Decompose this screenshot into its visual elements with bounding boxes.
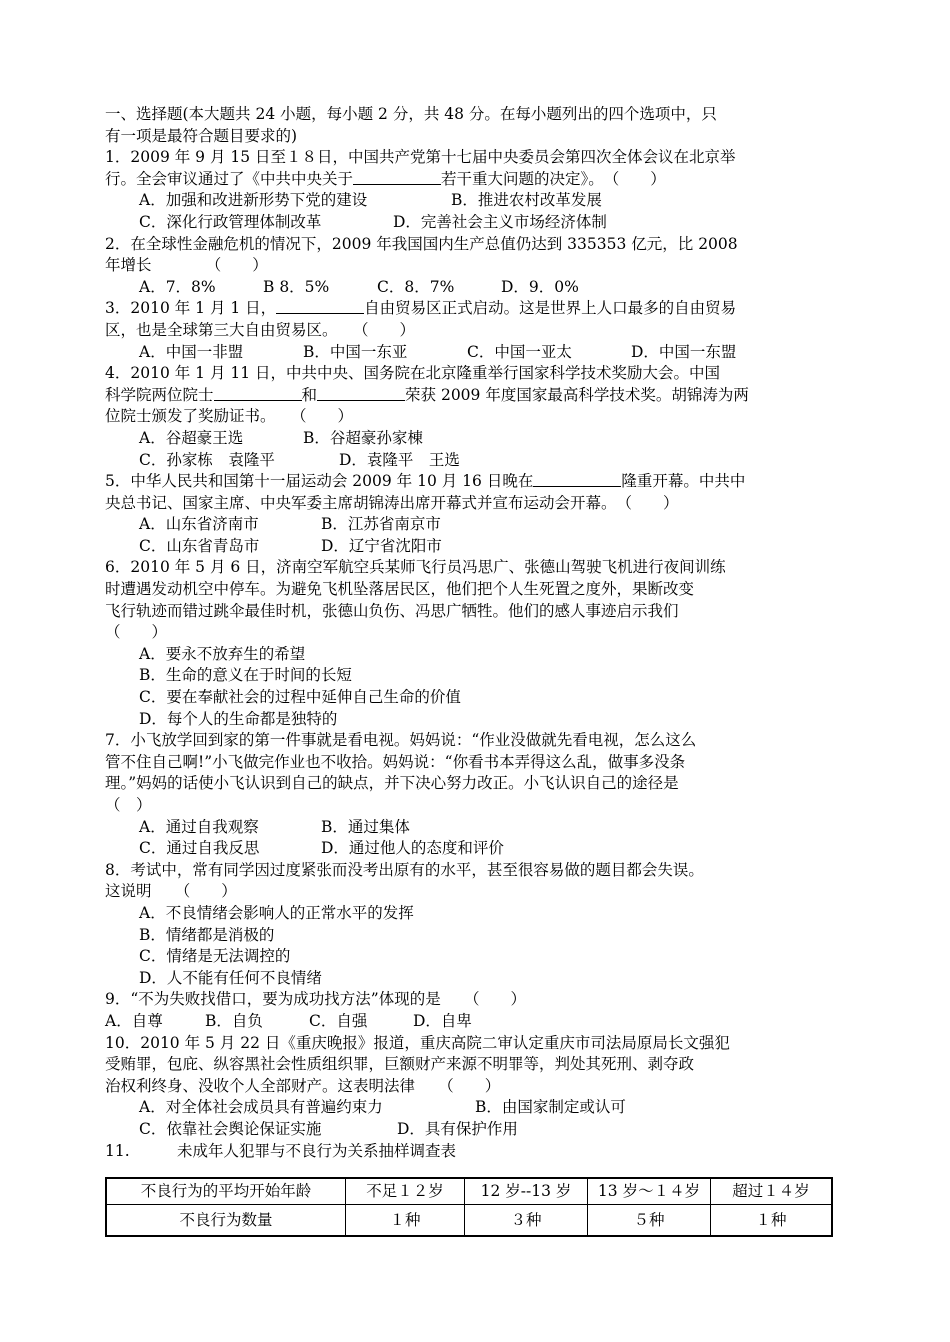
section-header: 一、选择题(本大题共 24 小题，每小题 2 分，共 48 分。在每小题列出的四个选项中，只 — [105, 105, 717, 123]
q2-stem: 2．在全球性金融危机的情况下，2009 年我国国内生产总值仍达到 335353 亿元，比 2008 — [105, 234, 738, 253]
q2-option-b: B 8．5% — [263, 277, 330, 296]
q4-stem-cont-2: 位院士颁发了奖励证书。 （ ） — [105, 407, 354, 426]
q10-option-b: B．由国家制定或认可 — [475, 1098, 626, 1117]
q10-options-ab — [105, 1097, 850, 1119]
q3-blank — [276, 298, 364, 314]
survey-data-row — [106, 1205, 832, 1237]
q11-table-title: 未成年人犯罪与不良行为关系抽样调查表 — [177, 1141, 457, 1160]
survey-header-cell: 13 岁～１４岁 — [588, 1178, 711, 1205]
q6-stem-cont: 时遭遇发动机空中停车。为避免飞机坠落居民区，他们把个人生死置之度外，果断改变 — [105, 580, 695, 599]
q1-option-c: C．深化行政管理体制改革 — [139, 212, 322, 231]
q2-option-d: D．9．0% — [501, 277, 579, 296]
q10-option-d: D．具有保护作用 — [397, 1119, 518, 1138]
q2-stem-cont: 年增长 （ ） — [105, 256, 268, 275]
survey-header-row — [106, 1178, 832, 1205]
q7-option-a: A．通过自我观察 — [139, 817, 259, 836]
q1-options-cd — [105, 212, 850, 234]
q9-stem: 9．“不为失败找借口，要为成功找方法”体现的是 （ ） — [105, 990, 526, 1009]
q5-option-c: C．山东省青岛市 — [139, 536, 260, 555]
section-header-cont: 有一项是最符合题目要求的) — [105, 126, 298, 145]
survey-data-cell: 不良行为数量 — [106, 1205, 346, 1237]
q1-option-b: B．推进农村改革发展 — [451, 191, 602, 210]
q6-option-d: D．每个人的生命都是独特的 — [139, 709, 338, 728]
q7-option-c: C．通过自我反思 — [139, 839, 260, 858]
q3-option-a: A．中国一非盟 — [139, 342, 244, 361]
q6-stem-cont-3: （ ） — [105, 623, 168, 642]
survey-data-cell: １种 — [346, 1205, 465, 1237]
q10-stem-cont: 受贿罪，包庇、纵容黑社会性质组织罪，巨额财产来源不明罪等，判处其死刑、剥夺政 — [105, 1055, 695, 1074]
survey-header-cell: 12 岁--13 岁 — [465, 1178, 588, 1205]
q7-option-b: B．通过集体 — [321, 817, 410, 836]
q9-option-c: C．自强 — [309, 1011, 368, 1030]
q11-number: 11. — [105, 1141, 130, 1160]
q1-options-ab — [105, 190, 850, 212]
q4-blank-1 — [214, 385, 302, 401]
q10-option-c: C．依靠社会舆论保证实施 — [139, 1119, 322, 1138]
q5-stem-cont: 央总书记、国家主席、中央军委主席胡锦涛出席开幕式并宣布运动会开幕。 （ ） — [105, 493, 679, 512]
q4-stem: 4．2010 年 1 月 11 日，中共中央、国务院在北京隆重举行国家科学技术奖励大会。中国 — [105, 364, 721, 383]
q3-option-b: B．中国一东亚 — [303, 342, 408, 361]
q7-options-cd — [105, 838, 850, 860]
q2-options — [105, 277, 850, 299]
q5-stem: 5．中华人民共和国第十一届运动会 2009 年 10 月 16 日晚在 隆重开幕。中共中 — [105, 472, 746, 491]
q4-options-cd — [105, 450, 850, 472]
survey-data-cell: ５种 — [588, 1205, 711, 1237]
q6-stem-cont-2: 飞行轨迹而错过跳伞最佳时机，张德山负伤、冯思广牺牲。他们的感人事迹启示我们 — [105, 601, 679, 620]
survey-data-cell: ３种 — [465, 1205, 588, 1237]
q3-options — [105, 342, 850, 364]
q1-blank — [353, 169, 441, 185]
q6-stem: 6．2010 年 5 月 6 日，济南空军航空兵某师飞行员冯思广、张德山驾驶飞机进行夜间训练 — [105, 558, 726, 577]
q4-options-ab — [105, 428, 850, 450]
q7-stem: 7．小飞放学回到家的第一件事就是看电视。妈妈说：“作业没做就先看电视，怎么这么 — [105, 731, 697, 750]
q9-option-a: A．自尊 — [105, 1011, 163, 1030]
q8-option-c: C．情绪是无法调控的 — [139, 947, 291, 966]
q6-option-a: A．要永不放弃生的希望 — [139, 644, 306, 663]
q10-option-a: A．对全体社会成员具有普遍约束力 — [139, 1098, 383, 1117]
survey-header-cell: 不良行为的平均开始年龄 — [106, 1178, 346, 1205]
q7-stem-cont: 管不住自己啊!”小飞做完作业也不收拾。妈妈说：“你看书本弄得这么乱，做事多没条 — [105, 752, 686, 771]
q5-option-b: B．江苏省南京市 — [321, 515, 441, 534]
q9-options — [105, 1011, 850, 1033]
q3-option-d: D．中国一东盟 — [631, 342, 737, 361]
q1-option-a: A．加强和改进新形势下党的建设 — [139, 191, 368, 210]
q11-title-line — [105, 1141, 850, 1163]
survey-table — [105, 1177, 833, 1237]
question-list — [105, 104, 850, 1162]
q8-option-d: D．人不能有任何不良情绪 — [139, 968, 322, 987]
q9-option-b: B．自负 — [205, 1011, 263, 1030]
q1-stem-cont: 行。全会审议通过了《中共中央关于 若干重大问题的决定》。 （ ） — [105, 169, 666, 188]
q2-option-c: C．8．7% — [377, 277, 455, 296]
q10-options-cd — [105, 1119, 850, 1141]
q6-option-c: C．要在奉献社会的过程中延伸自己生命的价值 — [139, 688, 461, 707]
q10-stem-cont-2: 治权利终身、没收个人全部财产。这表明法律 （ ） — [105, 1076, 501, 1095]
q3-option-c: C．中国一亚太 — [467, 342, 572, 361]
q4-option-d: D．袁隆平 王选 — [339, 450, 460, 469]
q9-option-d: D．自卑 — [413, 1011, 472, 1030]
q4-option-b: B．谷超豪孙家棟 — [303, 428, 423, 447]
q2-option-a: A．7．8% — [139, 277, 216, 296]
q1-stem: 1．2009 年 9 月 15 日至１８日，中国共产党第十七届中央委员会第四次全体会议在北京举 — [105, 148, 736, 167]
q5-options-cd — [105, 536, 850, 558]
q7-options-ab — [105, 817, 850, 839]
q7-option-d: D．通过他人的态度和评价 — [321, 839, 504, 858]
q4-option-a: A．谷超豪王选 — [139, 428, 244, 447]
q6-option-b: B．生命的意义在于时间的长短 — [139, 666, 352, 685]
survey-data-cell: １种 — [711, 1205, 833, 1237]
q5-options-ab — [105, 514, 850, 536]
q7-stem-cont-3: （ ） — [105, 796, 152, 814]
q1-option-d: D．完善社会主义市场经济体制 — [393, 212, 607, 231]
q4-blank-2 — [317, 385, 405, 401]
q8-stem-cont: 这说明 （ ） — [105, 882, 237, 901]
q3-stem-cont: 区，也是全球第三大自由贸易区。 （ ） — [105, 320, 416, 339]
q8-option-b: B．情绪都是消极的 — [139, 925, 275, 944]
q8-option-a: A．不良情绪会影响人的正常水平的发挥 — [139, 903, 414, 922]
q3-stem: 3．2010 年 1 月 1 日， 自由贸易区正式启动。这是世界上人口最多的自由贸易 — [105, 299, 737, 318]
q4-option-c: C．孙家栋 袁隆平 — [139, 450, 275, 469]
q4-stem-cont: 科学院两位院士 和 荣获 2009 年度国家最高科学技术奖。胡锦涛为两 — [105, 385, 749, 404]
q5-option-a: A．山东省济南市 — [139, 515, 259, 534]
q10-stem: 10．2010 年 5 月 22 日《重庆晚报》报道，重庆高院二审认定重庆市司法局原局长文强犯 — [105, 1033, 730, 1052]
survey-header-cell: 超过１４岁 — [711, 1178, 833, 1205]
q8-stem: 8．考试中，常有同学因过度紧张而没考出原有的水平，甚至很容易做的题目都会失误。 — [105, 860, 704, 879]
q5-blank — [533, 471, 621, 487]
q5-option-d: D．辽宁省沈阳市 — [321, 536, 442, 555]
survey-header-cell: 不足１２岁 — [346, 1178, 465, 1205]
q7-stem-cont-2: 理。”妈妈的话使小飞认识到自己的缺点，并下决心努力改正。小飞认识自己的途径是 — [105, 774, 679, 793]
